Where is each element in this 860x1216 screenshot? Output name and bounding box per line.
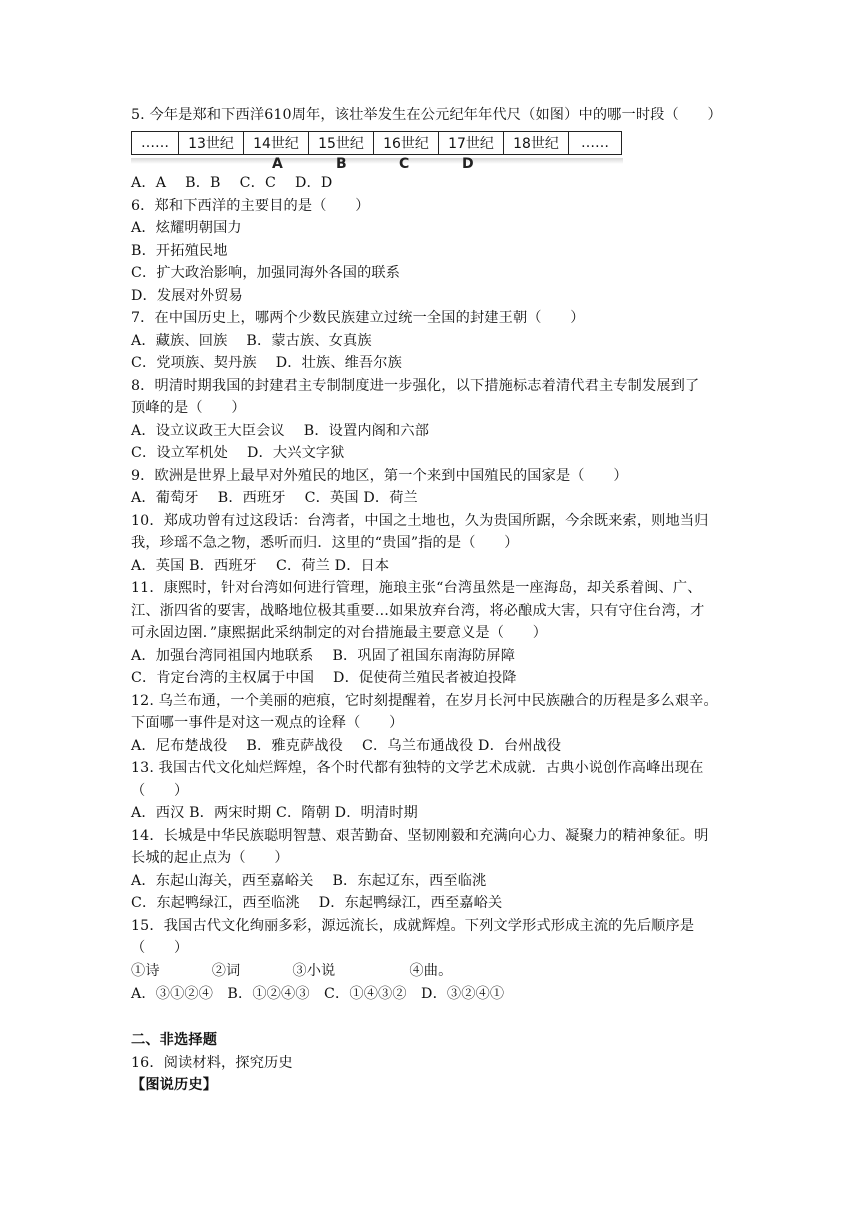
- q13-stem-line2: （ ）: [131, 783, 189, 799]
- q14-options-cd: C．东起鸭绿江，西至临洮 D．东起鸭绿江，西至嘉峪关: [131, 895, 503, 911]
- timeline-cell: 13世纪: [179, 132, 244, 155]
- q12-stem-line1: 12. 乌兰布通，一个美丽的疤痕，它时刻提醒着，在岁月长河中民族融合的历程是多么艰辛。: [131, 693, 718, 709]
- timeline-shadow: [131, 158, 623, 164]
- q11-stem-line2: 江、浙四省的要害，战略地位极其重要…如果放弃台湾，将必酿成大害，只有守住台湾，才: [131, 603, 705, 619]
- q10-stem-line1: 10．郑成功曾有过这段话：台湾者，中国之土地也，久为贵国所踞，今余既来索，则地当归: [131, 513, 709, 529]
- q16-stem: 16．阅读材料，探究历史: [131, 1055, 293, 1071]
- q10-options: A．英国 B．西班牙 C．荷兰 D．日本: [131, 558, 390, 574]
- q5-stem: 5. 今年是郑和下西洋610周年，该壮举发生在公元纪年年代尺（如图）中的哪一时段（ ）: [131, 107, 722, 123]
- q8-stem-line1: 8．明清时期我国的封建君主专制制度进一步强化，以下措施标志着清代君主专制发展到了: [131, 378, 700, 394]
- q15-stem-line1: 15．我国古代文化绚丽多彩，源远流长，成就辉煌。下列文学形式形成主流的先后顺序是: [131, 918, 695, 934]
- q12-options: A．尼布楚战役 B．雅克萨战役 C．乌兰布通战役 D．台州战役: [131, 738, 562, 754]
- q10-stem-line2: 我，珍瑶不急之物，悉听而归．这里的“贵国”指的是（ ）: [131, 535, 519, 551]
- timeline-cell: 17世纪: [439, 132, 504, 155]
- q9-stem: 9．欧洲是世界上最早对外殖民的地区，第一个来到中国殖民的国家是（ ）: [131, 468, 628, 484]
- timeline-ruler: [131, 131, 622, 155]
- timeline-cell: ……: [132, 132, 179, 155]
- q13-stem-line1: 13. 我国古代文化灿烂辉煌，各个时代都有独特的文学艺术成就．古典小说创作高峰出现在: [131, 760, 704, 776]
- q8-options-ab: A．设立议政王大臣会议 B．设置内阁和六部: [131, 423, 430, 439]
- timeline-cell: 15世纪: [309, 132, 374, 155]
- q6-option-b: B．开拓殖民地: [131, 243, 228, 259]
- timeline-cell: ……: [569, 132, 622, 155]
- q14-stem-line1: 14．长城是中华民族聪明智慧、艰苦勤奋、坚韧刚毅和充满向心力、凝聚力的精神象征。明: [131, 828, 709, 844]
- q7-stem: 7．在中国历史上，哪两个少数民族建立过统一全国的封建王朝（ ）: [131, 310, 585, 326]
- q14-options-ab: A．东起山海关，西至嘉峪关 B．东起辽东，西至临洮: [131, 873, 487, 889]
- timeline-marker: D: [462, 156, 474, 172]
- timeline-cell: 14世纪: [244, 132, 309, 155]
- q6-option-d: D．发展对外贸易: [131, 288, 243, 304]
- timeline-marker: B: [336, 156, 347, 172]
- q6-stem: 6．郑和下西洋的主要目的是（ ）: [131, 198, 370, 214]
- q9-options: A．葡萄牙 B．西班牙 C．英国 D．荷兰: [131, 490, 418, 506]
- q7-options-ab: A．藏族、回族 B．蒙古族、女真族: [131, 333, 372, 349]
- timeline-cell: 16世纪: [374, 132, 439, 155]
- q15-item: ④曲。: [409, 963, 453, 979]
- q16-subheading: 【图说历史】: [131, 1077, 218, 1093]
- q15-item: ②词: [211, 963, 241, 979]
- q14-stem-line2: 长城的起止点为（ ）: [131, 850, 289, 866]
- q15-item: ③小说: [292, 963, 336, 979]
- timeline-marker: A: [272, 156, 283, 172]
- q11-options-cd: C．肯定台湾的主权属于中国 D．促使荷兰殖民者被迫投降: [131, 670, 517, 686]
- timeline-cell: 18世纪: [504, 132, 569, 155]
- timeline-marker: C: [399, 156, 410, 172]
- q13-options: A．西汉 B．两宋时期 C．隋朝 D．明清时期: [131, 805, 418, 821]
- q6-option-c: C．扩大政治影响，加强同海外各国的联系: [131, 265, 401, 281]
- q8-stem-line2: 顶峰的是（ ）: [131, 400, 246, 416]
- q15-options: A．③①②④ B．①②④③ C．①④③② D．③②④①: [131, 986, 505, 1002]
- q8-options-cd: C．设立军机处 D．大兴文字狱: [131, 445, 345, 461]
- q11-stem-line3: 可永固边圉．”康熙据此采纳制定的对台措施最主要意义是（ ）: [131, 625, 548, 641]
- q15-stem-line2: （ ）: [131, 940, 189, 956]
- q12-stem-line2: 下面哪一事件是对这一观点的诠释（ ）: [131, 715, 404, 731]
- section-heading: 二、非选择题: [131, 1032, 218, 1048]
- q15-item: ①诗: [131, 963, 160, 979]
- q7-options-cd: C．党项族、契丹族 D．壮族、维吾尔族: [131, 355, 402, 371]
- q6-option-a: A．炫耀明朝国力: [131, 220, 242, 236]
- q11-stem-line1: 11．康熙时，针对台湾如何进行管理，施琅主张“台湾虽然是一座海岛，却关系着闽、广、: [131, 580, 702, 596]
- q5-options: A．A B．B C．C D．D: [131, 175, 333, 191]
- q11-options-ab: A．加强台湾同祖国内地联系 B．巩固了祖国东南海防屏障: [131, 648, 516, 664]
- q15-items: [131, 961, 452, 981]
